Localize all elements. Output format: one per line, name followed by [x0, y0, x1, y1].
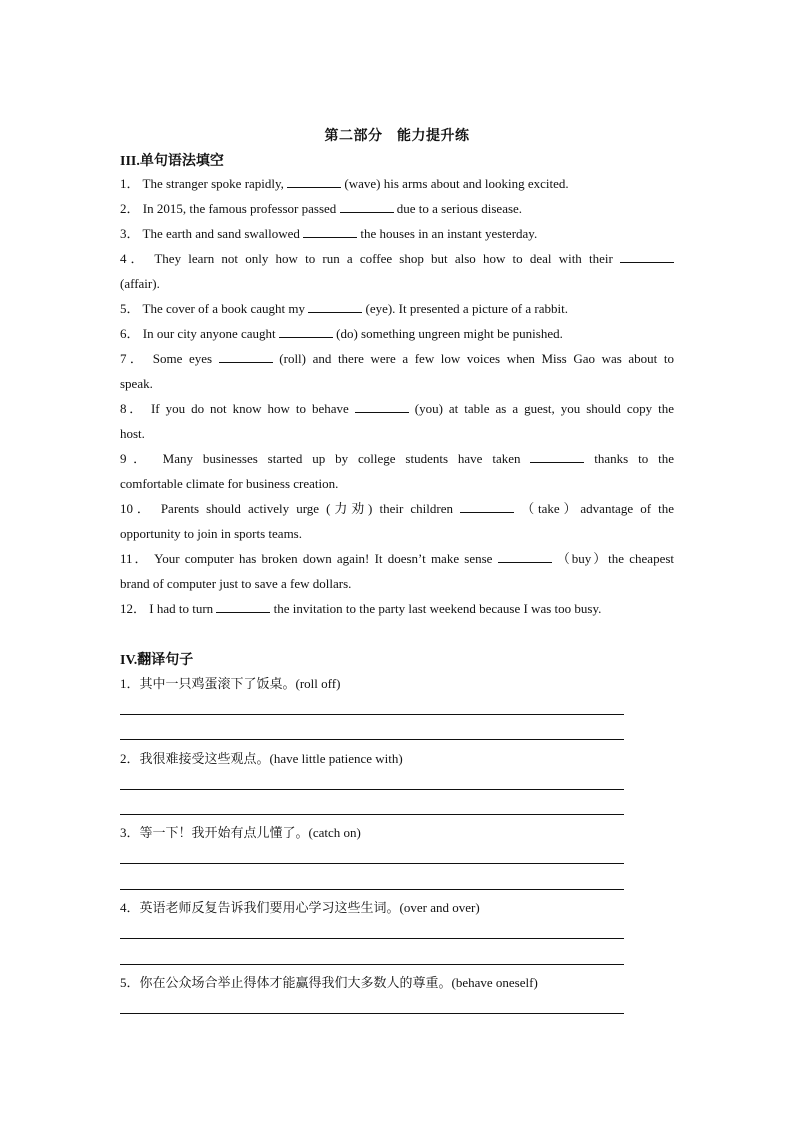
question-text: The cover of a book caught my	[142, 301, 305, 316]
translation-prompt-2	[120, 749, 403, 769]
question-text: （take）advantage of the	[521, 501, 675, 516]
question-text: due to a serious disease.	[396, 201, 523, 216]
question-text: In 2015, the famous professor passed	[142, 201, 337, 216]
question-text: If you do not know how to behave	[150, 401, 349, 416]
section-heading-translation: IV.翻译句子	[120, 653, 194, 668]
question-number: 2．	[120, 751, 140, 766]
question-4-continued: (affair).	[120, 276, 160, 291]
question-text: 我很难接受这些观点。(have little patience with)	[139, 751, 403, 766]
answer-blank[interactable]	[620, 250, 674, 263]
question-number: 2．	[120, 201, 140, 216]
question-text: Parents should actively urge (力劝) their children	[160, 501, 453, 516]
question-number: 1．	[120, 676, 140, 691]
question-9-continued: comfortable climate for business creation.	[120, 476, 339, 491]
question-1	[120, 171, 674, 196]
question-text: the invitation to the party last weekend because I was too busy.	[273, 601, 602, 616]
question-text: 其中一只鸡蛋滚下了饭桌。(roll off)	[139, 676, 341, 691]
question-text: Many businesses started up by college students have taken	[162, 451, 521, 466]
answer-blank[interactable]	[287, 175, 341, 188]
question-text: 你在公众场合举止得体才能赢得我们大多数人的尊重。(behave oneself)	[139, 975, 538, 990]
question-number: 12．	[120, 601, 147, 616]
answer-line[interactable]	[120, 814, 624, 815]
section-heading-grammar: III.单句语法填空	[120, 154, 224, 169]
answer-blank[interactable]	[216, 600, 270, 613]
answer-line[interactable]	[120, 964, 624, 965]
question-9	[120, 446, 674, 471]
answer-blank[interactable]	[340, 200, 394, 213]
question-number: 7．	[120, 351, 147, 366]
question-text: In our city anyone caught	[142, 326, 276, 341]
question-text: 英语老师反复告诉我们要用心学习这些生词。(over and over)	[139, 900, 480, 915]
answer-blank[interactable]	[279, 325, 333, 338]
question-11-continued: brand of computer just to save a few dollars.	[120, 576, 352, 591]
question-12	[120, 596, 674, 621]
question-6	[120, 321, 674, 346]
answer-line[interactable]	[120, 863, 624, 864]
question-number: 8．	[120, 401, 145, 416]
answer-blank[interactable]	[530, 450, 584, 463]
page-title: 第二部分 能力提升练	[324, 129, 470, 144]
question-number: 9．	[120, 451, 153, 466]
question-text: the houses in an instant yesterday.	[360, 226, 538, 241]
question-10	[120, 496, 674, 521]
question-text: The stranger spoke rapidly,	[142, 176, 284, 191]
question-text: 等一下！我开始有点儿懂了。(catch on)	[139, 825, 361, 840]
answer-blank[interactable]	[219, 350, 273, 363]
question-number: 1．	[120, 176, 140, 191]
question-text: thanks to the	[594, 451, 674, 466]
answer-line[interactable]	[120, 714, 624, 715]
question-text: (you) at table as a guest, you should copy the	[414, 401, 675, 416]
answer-blank[interactable]	[355, 400, 409, 413]
question-text: (eye). It presented a picture of a rabbit.	[365, 301, 568, 316]
question-7	[120, 346, 674, 371]
question-number: 4．	[120, 900, 140, 915]
answer-line[interactable]	[120, 889, 624, 890]
question-number: 10．	[120, 501, 154, 516]
answer-blank[interactable]	[498, 550, 552, 563]
answer-blank[interactable]	[303, 225, 357, 238]
question-10-continued: opportunity to join in sports teams.	[120, 526, 302, 541]
question-text: The earth and sand swallowed	[142, 226, 300, 241]
translation-prompt-1	[120, 674, 340, 694]
translation-prompt-4	[120, 898, 480, 918]
answer-blank[interactable]	[308, 300, 362, 313]
answer-line[interactable]	[120, 938, 624, 939]
translation-prompt-5	[120, 973, 538, 993]
question-number: 5．	[120, 301, 140, 316]
question-text: （buy）the cheapest	[556, 551, 675, 566]
question-4	[120, 246, 674, 271]
question-number: 11．	[120, 551, 150, 566]
translation-prompt-3	[120, 823, 361, 843]
question-8	[120, 396, 674, 421]
question-text: I had to turn	[149, 601, 214, 616]
answer-line[interactable]	[120, 1013, 624, 1014]
question-number: 5．	[120, 975, 140, 990]
answer-line[interactable]	[120, 739, 624, 740]
question-text: (do) something ungreen might be punished.	[336, 326, 563, 341]
question-8-continued: host.	[120, 426, 145, 441]
question-11	[120, 546, 674, 571]
question-number: 4．	[120, 251, 148, 266]
question-text: (roll) and there were a few low voices when Miss Gao was about to	[279, 351, 674, 366]
question-number: 3．	[120, 825, 140, 840]
question-text: (wave) his arms about and looking excited.	[344, 176, 569, 191]
question-text: Your computer has broken down again! It doesn’t make sense	[154, 551, 493, 566]
answer-blank[interactable]	[460, 500, 514, 513]
question-7-continued: speak.	[120, 376, 153, 391]
question-number: 3．	[120, 226, 140, 241]
question-3	[120, 221, 674, 246]
question-5	[120, 296, 674, 321]
question-number: 6．	[120, 326, 140, 341]
question-text: Some eyes	[152, 351, 213, 366]
question-text: They learn not only how to run a coffee shop but also how to deal with their	[154, 251, 613, 266]
question-2	[120, 196, 674, 221]
answer-line[interactable]	[120, 789, 624, 790]
